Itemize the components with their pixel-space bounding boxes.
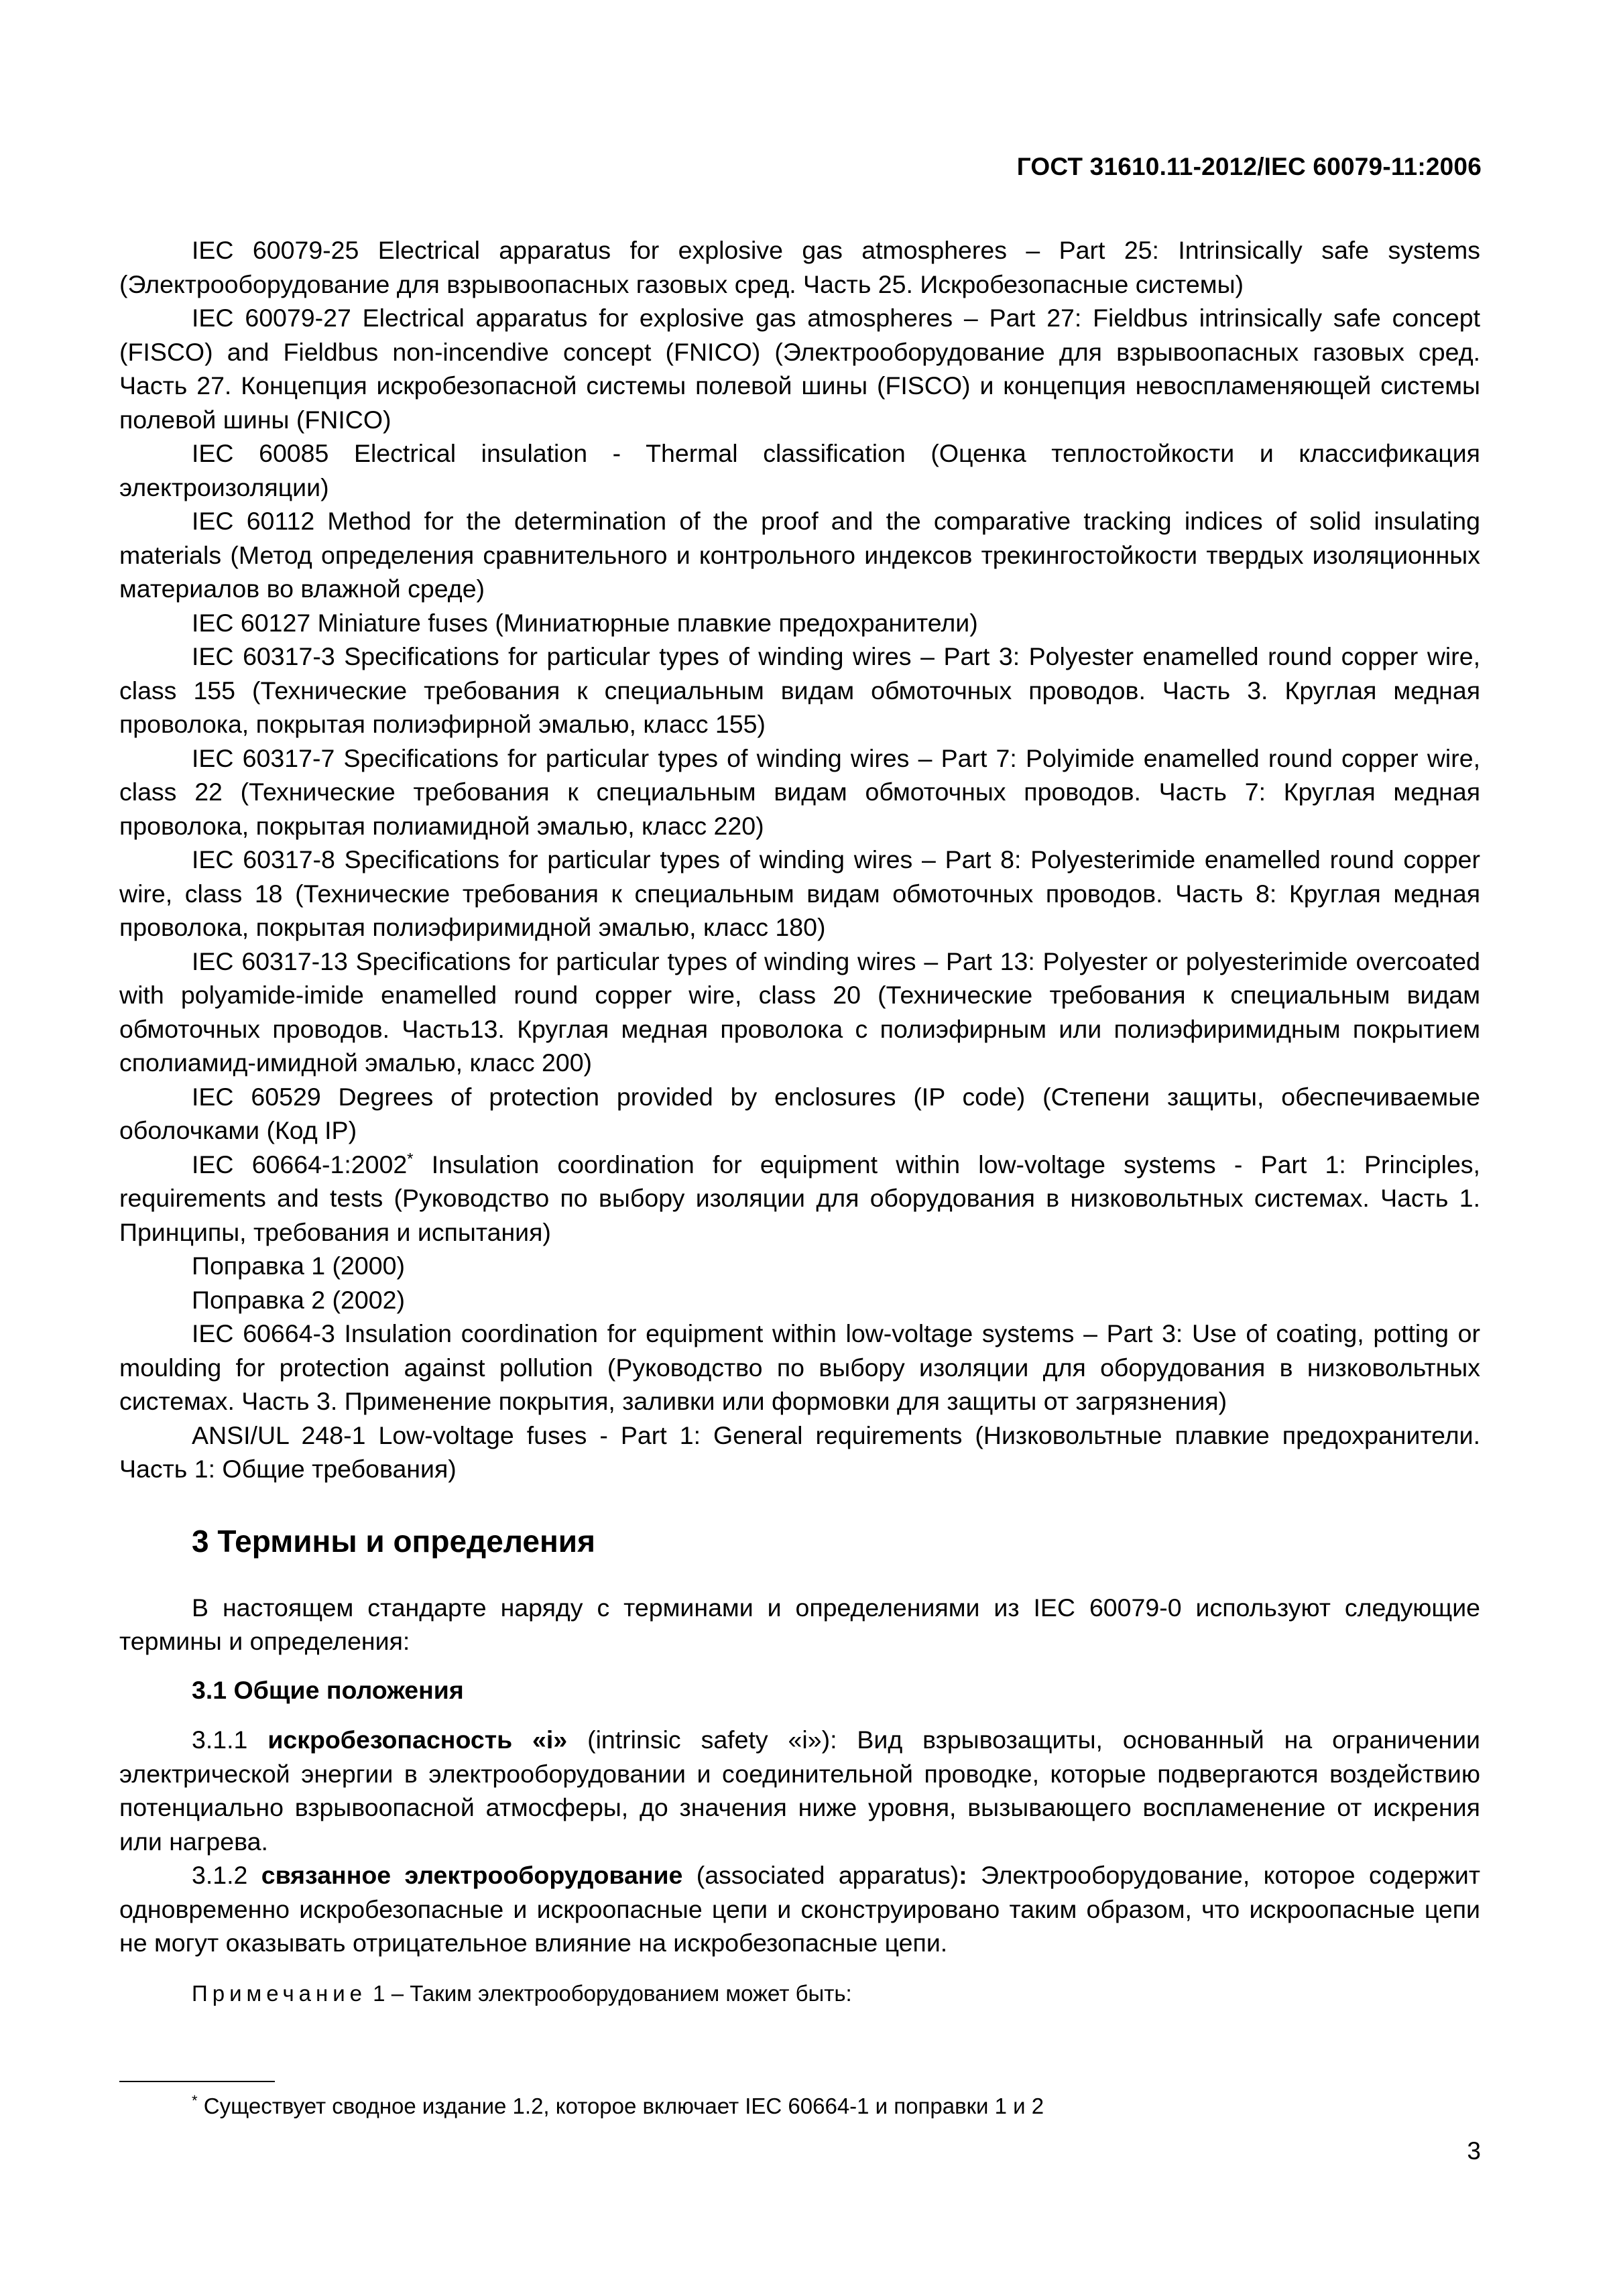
amendment-item: Поправка 2 (2002) — [192, 1285, 405, 1314]
reference-item: IEC 60085 Electrical insulation - Thermal classification (Оценка теплостойкости и классификация электроизоляции) — [119, 439, 1480, 501]
note-text: 1 – Таким электрооборудованием может быть: — [367, 1980, 852, 2006]
footnote-text: Существует сводное издание 1.2, которое включает IEC 60664-1 и поправки 1 и 2 — [197, 2094, 1044, 2118]
term-text: Электрооборудование, которое содержит одновременно искробезопасные и искроопасные цепи и сконструировано таким образом, что искроопасные цепи не могут оказывать отрицательное влияние на искробезопасные цепи. — [119, 1861, 1480, 1957]
reference-item: IEC 60317-8 Specifications for particular types of winding wires – Part 8: Polyesterimide enamelled round copper wire, class 18 (Технические требования к специальным видам обмоточных проводов. Часть 8: Круглая медная проволока, покрытая полиэфиримидной эмалью, класс 180) — [119, 845, 1480, 941]
amendment-item: Поправка 1 (2000) — [192, 1252, 405, 1280]
section-intro: В настоящем стандарте наряду с терминами и определениями из IEC 60079-0 используют следующие термины и определения: — [119, 1593, 1480, 1655]
footnote-divider — [119, 2081, 275, 2082]
subsection-title: 3.1 Общие положения — [192, 1675, 464, 1704]
page-content — [119, 233, 1480, 2008]
reference-item: IEC 60664-3 Insulation coordination for equipment within low-voltage systems – Part 3: Use of coating, potting or moulding for protection against pollution (Руководство по выбору изоляции для оборудования в низковольтных системах. Часть 3. Применение покрытия, заливки или формовки для защиты от загрязнения) — [119, 1319, 1480, 1415]
term-name: связанное электрооборудование — [261, 1861, 683, 1889]
term-number: 3.1.1 — [192, 1726, 268, 1754]
reference-code: IEC 60664-1:2002 — [192, 1150, 408, 1179]
reference-item: IEC 60112 Method for the determination of the proof and the comparative tracking indices of solid insulating materials (Метод определения сравнительного и контрольного индексов трекингостойкости твердых изоляционных материалов во влажной среде) — [119, 507, 1480, 603]
reference-item: IEC 60317-7 Specifications for particular types of winding wires – Part 7: Polyimide enamelled round copper wire, class 22 (Технические требования к специальным видам обмоточных проводов. Часть 7: Круглая медная проволока, покрытая полиамидной эмалью, класс 220) — [119, 743, 1480, 840]
page-number: 3 — [1467, 2137, 1481, 2165]
reference-item: IEC 60317-13 Specifications for particular types of winding wires – Part 13: Polyester or polyesterimide overcoated with polyamide-imide enamelled round copper wire, class 20 (Технические требования к специальным видам обмоточных проводов. Часть13. Круглая медная проволока с полиэфирным или полиэфиримидным покрытием сполиамид-имидной эмалью, класс 200) — [119, 947, 1480, 1077]
term-text: (intrinsic safety «i»): Вид взрывозащиты, основанный на ограничении электрической энергии в электрооборудовании и соединительной проводке, которые подвергаются воздействию потенциально взрывоопасной атмосферы, до значения ниже уровня, вызывающего воспламенение от искрения или нагрева. — [119, 1726, 1480, 1856]
reference-item: IEC 60079-27 Electrical apparatus for explosive gas atmospheres – Part 27: Fieldbus intrinsically safe concept (FISCO) and Fieldbus non-incendive concept (FNICO) (Электрооборудование для взрывоопасных газовых сред. Часть 27. Концепция искробезопасной системы полевой шины (FISCO) и концепция невоспламеняющей системы полевой шины (FNICO) — [119, 304, 1480, 434]
term-number: 3.1.2 — [192, 1861, 261, 1889]
reference-item: IEC 60127 Miniature fuses (Миниатюрные плавкие предохранители) — [192, 608, 978, 637]
reference-item: IEC 60317-3 Specifications for particular types of winding wires – Part 3: Polyester enamelled round copper wire, class 155 (Технические требования к специальным видам обмоточных проводов. Часть 3. Круглая медная проволока, покрытая полиэфирной эмалью, класс 155) — [119, 642, 1480, 738]
term-name: искробезопасность «i» — [267, 1726, 568, 1754]
note — [119, 1979, 1480, 2008]
term-colon: : — [959, 1861, 967, 1889]
footnote-marker: * — [192, 2092, 198, 2109]
reference-item: IEC 60529 Degrees of protection provided by enclosures (IP code) (Степени защиты, обеспечиваемые оболочками (Код IP) — [119, 1082, 1480, 1144]
section-title: 3 Термины и определения — [192, 1523, 595, 1559]
note-label: Примечание — [192, 1980, 367, 2006]
reference-item: IEC 60079-25 Electrical apparatus for explosive gas atmospheres – Part 25: Intrinsically safe systems (Электрооборудование для взрывоопасных газовых сред. Часть 25. Искробезопасные системы) — [119, 236, 1480, 298]
footnote — [192, 2092, 1044, 2121]
reference-item: ANSI/UL 248-1 Low-voltage fuses - Part 1: General requirements (Низковольтные плавкие предохранители. Часть 1: Общие требования) — [119, 1421, 1480, 1483]
term-definition — [119, 1723, 1480, 1858]
term-definition — [119, 1858, 1480, 1960]
reference-item-60664-1 — [119, 1148, 1480, 1250]
document-header: ГОСТ 31610.11-2012/IEC 60079-11:2006 — [1016, 153, 1482, 180]
reference-text: Insulation coordination for equipment within low-voltage systems - Part 1: Principles, requirements and tests (Руководство по выбору изоляции для оборудования в низковольтных системах. Часть 1. Принципы, требования и испытания) — [119, 1150, 1480, 1246]
footnote-marker: * — [407, 1150, 414, 1168]
term-english: (associated apparatus) — [682, 1861, 959, 1889]
